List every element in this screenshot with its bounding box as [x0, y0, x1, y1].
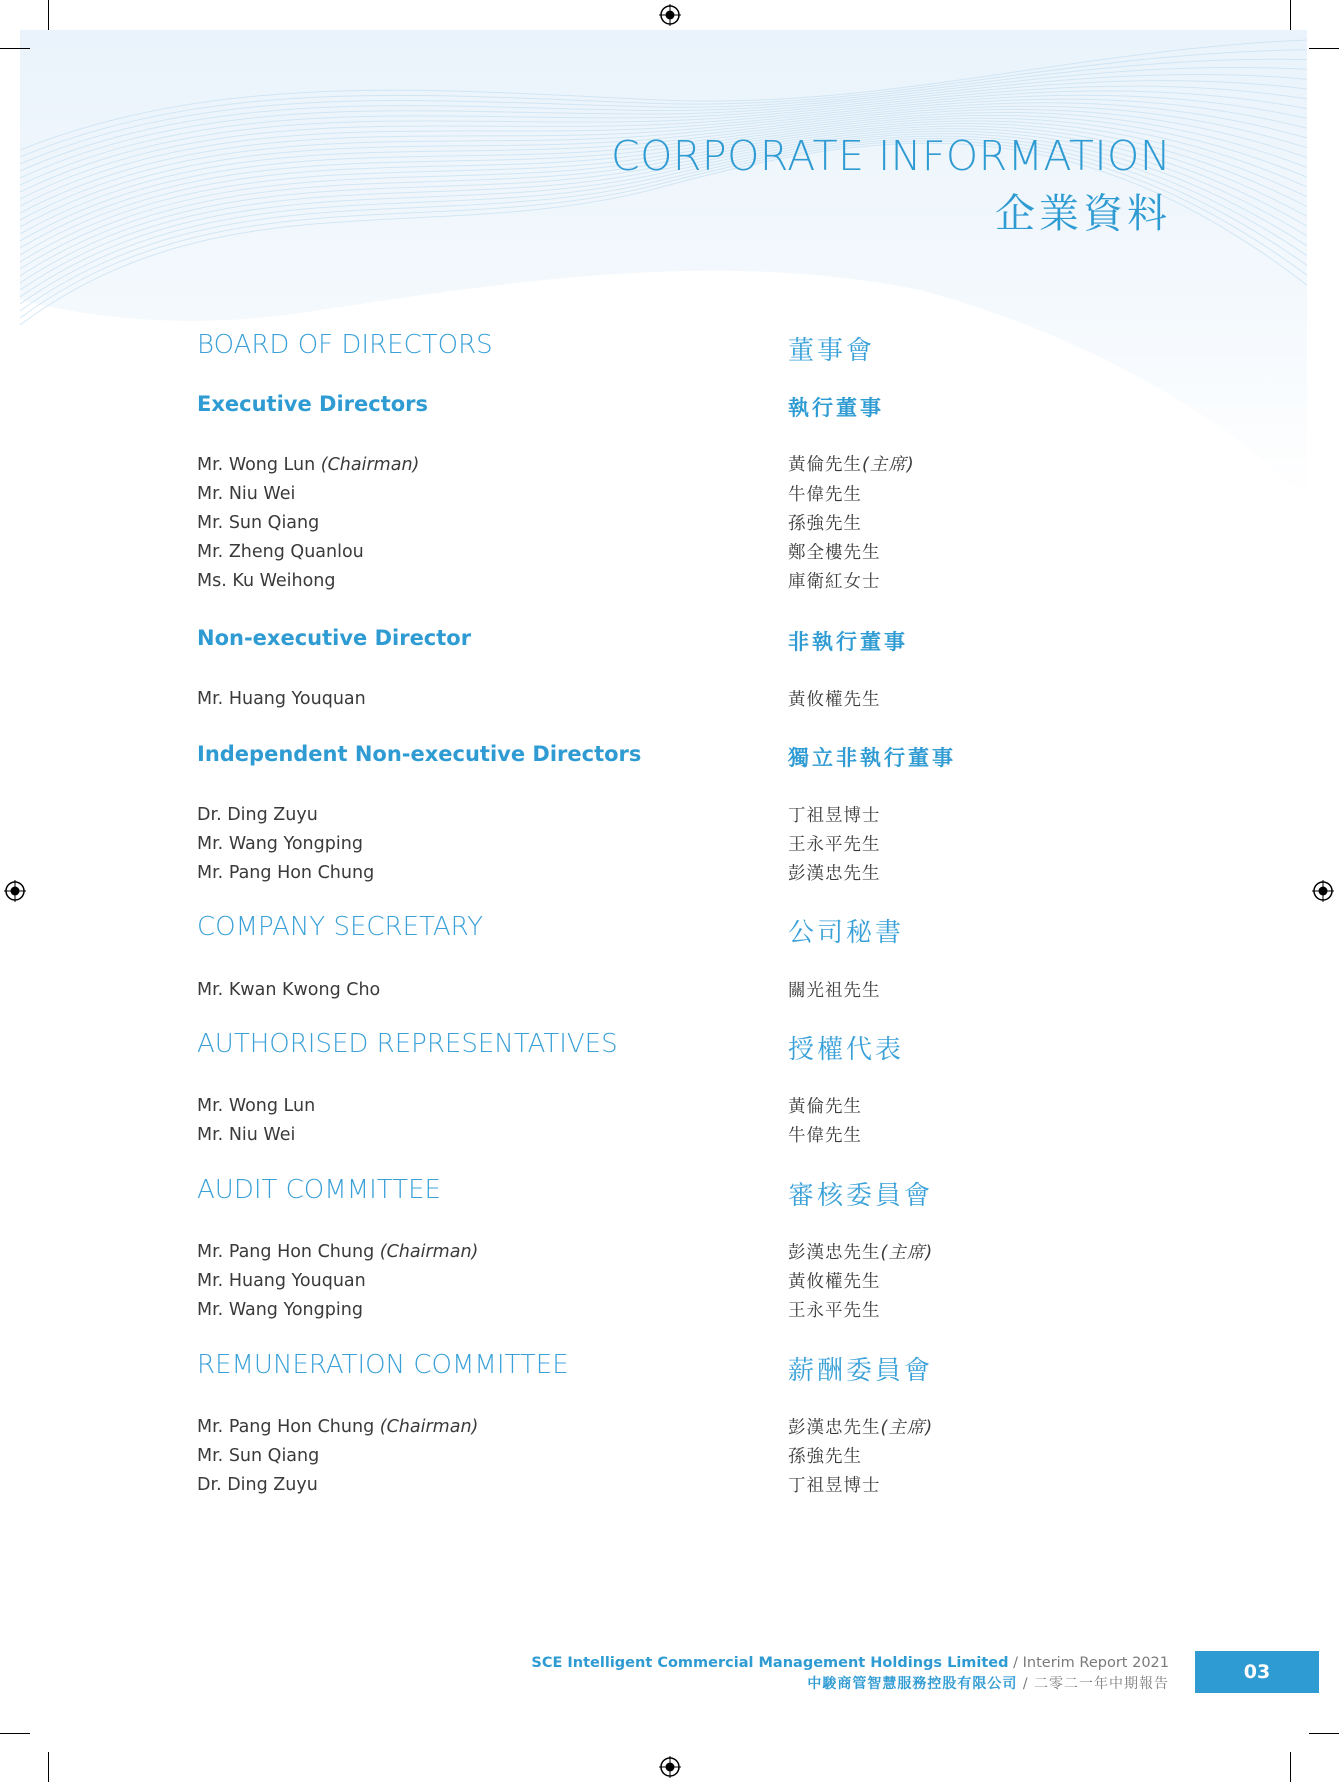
section-heading-company-secretary-zh: 公司秘書 — [788, 918, 905, 948]
list-item-zh: 丁祖昱博士 — [788, 1476, 881, 1496]
registration-mark-icon — [1312, 880, 1334, 902]
list-item: Mr. Wong Lun — [197, 1096, 316, 1116]
crop-mark — [1290, 1752, 1291, 1782]
list-item: Mr. Kwan Kwong Cho — [197, 980, 381, 1000]
list-item: Dr. Ding Zuyu — [197, 805, 318, 825]
section-heading-remuneration-committee-zh: 薪酬委員會 — [788, 1356, 934, 1386]
list-item-zh: 孫強先生 — [788, 1447, 862, 1467]
list-item: Mr. Pang Hon Chung (Chairman) — [197, 1242, 479, 1262]
list-item: Ms. Ku Weihong — [197, 571, 336, 591]
crop-mark — [1290, 0, 1291, 30]
section-heading-board: BOARD OF DIRECTORS — [197, 330, 493, 360]
list-item: Mr. Zheng Quanlou — [197, 542, 364, 562]
list-item-zh: 孫強先生 — [788, 514, 862, 534]
registration-mark-icon — [4, 880, 26, 902]
page-number: 03 — [1195, 1651, 1319, 1693]
list-item: Mr. Pang Hon Chung (Chairman) — [197, 1417, 479, 1437]
crop-mark — [1309, 1733, 1339, 1734]
footer-company-line: SCE Intelligent Commercial Management Holdings Limited / Interim Report 2021 — [531, 1655, 1169, 1671]
subheading-non-executive-director: Non-executive Director — [197, 626, 472, 650]
registration-mark-icon — [659, 1756, 681, 1778]
list-item-zh: 黃攸權先生 — [788, 690, 881, 710]
list-item-zh: 黃攸權先生 — [788, 1272, 881, 1292]
subheading-independent-directors: Independent Non-executive Directors — [197, 742, 642, 766]
list-item: Mr. Wong Lun (Chairman) — [197, 455, 420, 475]
crop-mark — [0, 1733, 30, 1734]
registration-mark-icon — [659, 4, 681, 26]
list-item-zh: 鄭全樓先生 — [788, 543, 881, 563]
section-heading-authorised-representatives: AUTHORISED REPRESENTATIVES — [197, 1029, 618, 1059]
list-item-zh: 關光祖先生 — [788, 981, 881, 1001]
page-title-chinese: 企業資料 — [995, 191, 1171, 237]
list-item-zh: 黃倫先生 — [788, 1097, 862, 1117]
subheading-executive-directors-zh: 執行董事 — [788, 396, 884, 420]
list-item-zh: 王永平先生 — [788, 835, 881, 855]
subheading-executive-directors: Executive Directors — [197, 392, 429, 416]
list-item-zh: 彭漢忠先生(主席) — [788, 1243, 934, 1263]
list-item: Mr. Niu Wei — [197, 1125, 296, 1145]
list-item: Mr. Niu Wei — [197, 484, 296, 504]
list-item: Mr. Sun Qiang — [197, 513, 320, 533]
subheading-independent-directors-zh: 獨立非執行董事 — [788, 746, 956, 770]
list-item: Mr. Wang Yongping — [197, 1300, 363, 1320]
list-item: Mr. Sun Qiang — [197, 1446, 320, 1466]
list-item: Dr. Ding Zuyu — [197, 1475, 318, 1495]
list-item: Mr. Huang Youquan — [197, 1271, 366, 1291]
crop-mark — [0, 48, 30, 49]
crop-mark — [48, 0, 49, 30]
list-item: Mr. Wang Yongping — [197, 834, 363, 854]
section-heading-audit-committee-zh: 審核委員會 — [788, 1181, 934, 1211]
list-item: Mr. Pang Hon Chung — [197, 863, 375, 883]
list-item-zh: 彭漢忠先生 — [788, 864, 881, 884]
list-item-zh: 庫衛紅女士 — [788, 572, 881, 592]
section-heading-audit-committee: AUDIT COMMITTEE — [197, 1175, 441, 1205]
subheading-non-executive-director-zh: 非執行董事 — [788, 630, 908, 654]
section-heading-company-secretary: COMPANY SECRETARY — [197, 912, 483, 942]
crop-mark — [1309, 48, 1339, 49]
list-item-zh: 牛偉先生 — [788, 485, 862, 505]
list-item-zh: 丁祖昱博士 — [788, 806, 881, 826]
crop-mark — [48, 1752, 49, 1782]
section-heading-board-zh: 董事會 — [788, 336, 876, 366]
page-title: CORPORATE INFORMATION — [611, 132, 1171, 180]
list-item-zh: 彭漢忠先生(主席) — [788, 1418, 934, 1438]
section-heading-remuneration-committee: REMUNERATION COMMITTEE — [197, 1350, 569, 1380]
footer-company-line-zh: 中駿商管智慧服務控股有限公司 / 二零二一年中期報告 — [807, 1676, 1169, 1692]
section-heading-authorised-representatives-zh: 授權代表 — [788, 1035, 905, 1065]
list-item-zh: 王永平先生 — [788, 1301, 881, 1321]
list-item-zh: 黃倫先生(主席) — [788, 455, 915, 475]
list-item-zh: 牛偉先生 — [788, 1126, 862, 1146]
list-item: Mr. Huang Youquan — [197, 689, 366, 709]
